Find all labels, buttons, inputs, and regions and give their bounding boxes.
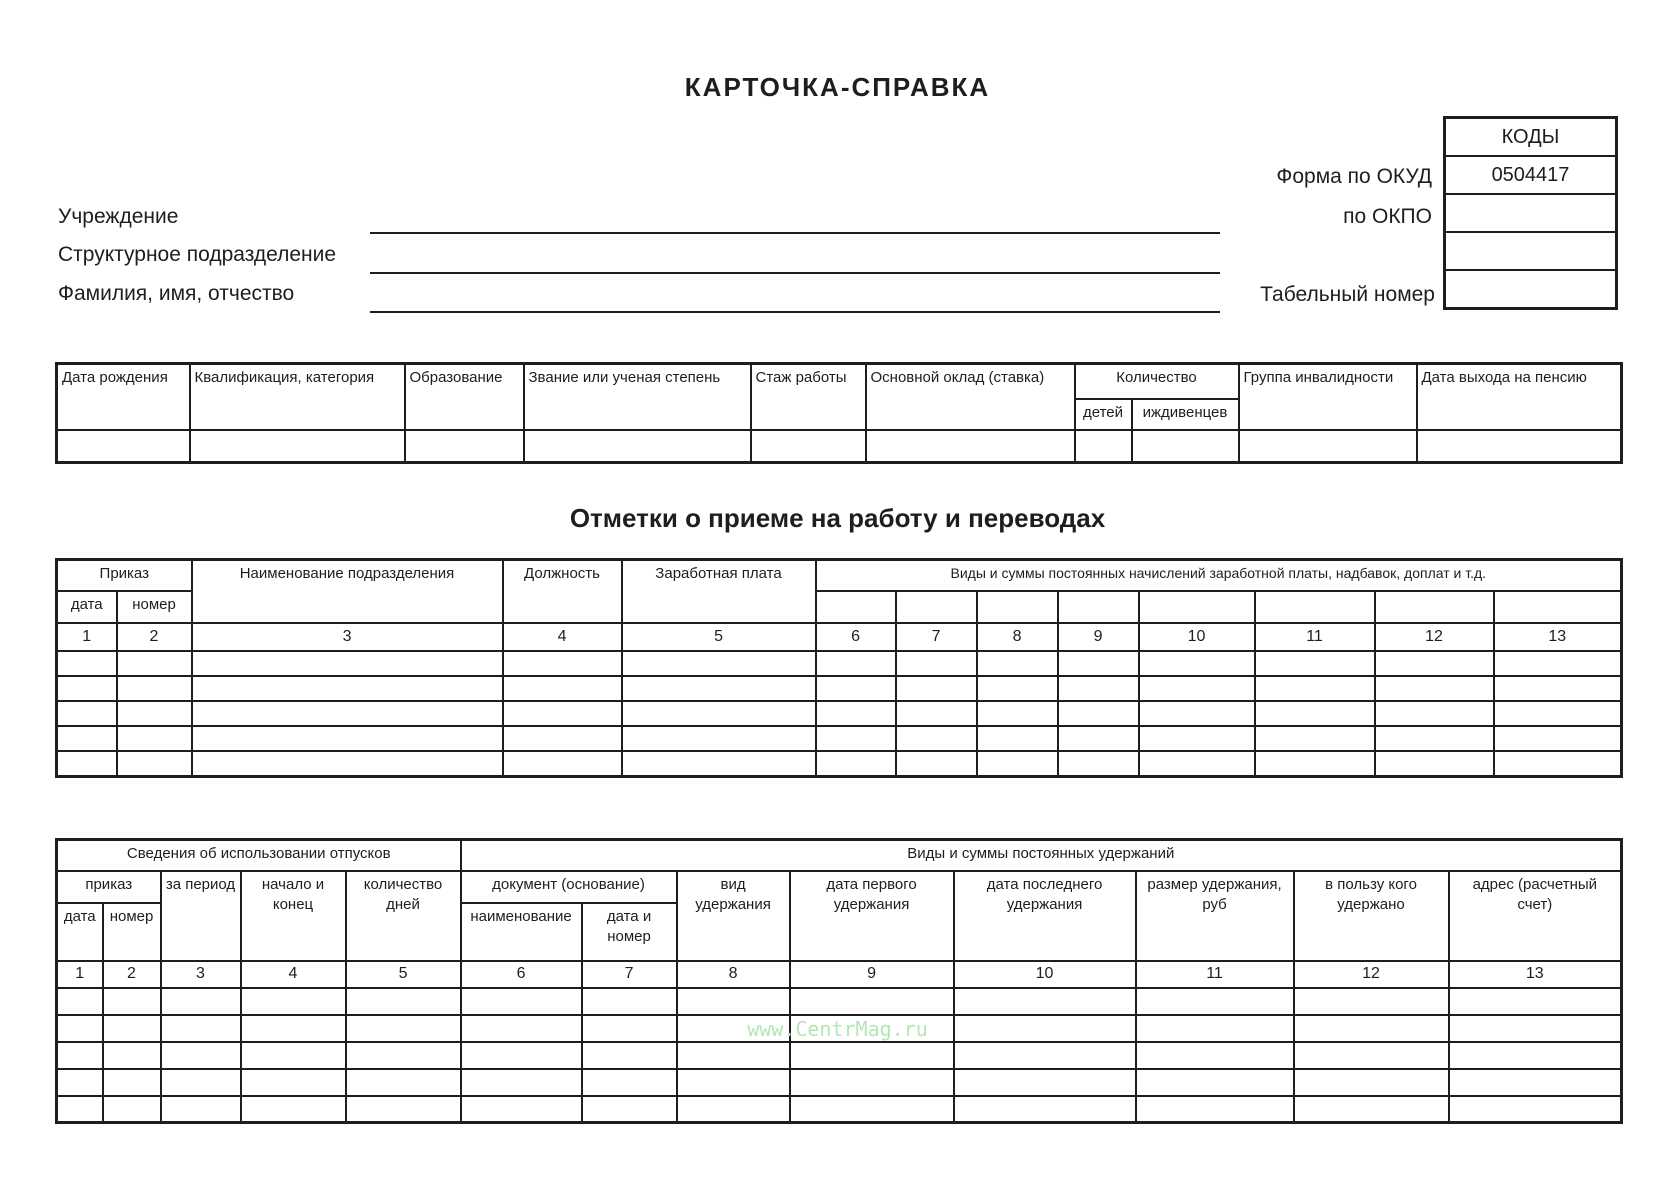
fullname-line — [370, 311, 1220, 313]
table-row — [57, 726, 1622, 751]
form-title: КАРТОЧКА-СПРАВКА — [684, 72, 991, 102]
dependents-header: иждивенцев — [1132, 399, 1239, 430]
qualification-header: Квалификация, категория — [190, 364, 405, 430]
document-header: документ (основание) — [461, 871, 677, 903]
column-numbers-row — [57, 961, 1622, 988]
transfers-section-title: Отметки о приеме на работу и переводах — [569, 503, 1106, 533]
table-row — [57, 676, 1622, 701]
table-row — [57, 651, 1622, 676]
watermark: www.CentrMag.ru — [747, 1017, 928, 1041]
tab-number-value — [1445, 270, 1617, 309]
transfers-table — [55, 558, 1623, 778]
column-number: 7 — [582, 961, 677, 988]
table-row — [57, 1096, 1622, 1123]
column-number: 2 — [117, 623, 192, 651]
column-number: 10 — [954, 961, 1136, 988]
column-number: 7 — [896, 623, 977, 651]
beneficiary-header: в пользу кого удержано — [1294, 871, 1449, 961]
experience-header: Стаж работы — [751, 364, 866, 430]
order-date-header: дата — [57, 591, 117, 623]
retirement-date-header: Дата выхода на пенсию — [1417, 364, 1622, 430]
children-header: детей — [1075, 399, 1132, 430]
department-header: Наименование подразделения — [192, 560, 503, 623]
leave-order-header: приказ — [57, 871, 161, 903]
okud-label: Форма по ОКУД — [1276, 165, 1432, 188]
column-number: 11 — [1136, 961, 1294, 988]
okpo-value — [1445, 194, 1617, 232]
subdivision-line — [370, 272, 1220, 274]
column-number: 13 — [1449, 961, 1622, 988]
column-number: 1 — [57, 623, 117, 651]
institution-label: Учреждение — [58, 205, 179, 228]
table-row — [57, 701, 1622, 726]
base-salary-header: Основной оклад (ставка) — [866, 364, 1075, 430]
subdivision-label: Структурное подразделение — [58, 243, 337, 266]
column-number: 4 — [503, 623, 622, 651]
days-header: количество дней — [346, 871, 461, 961]
tab-number-label: Табельный номер — [1260, 283, 1435, 306]
okud-value: 0504417 — [1445, 156, 1617, 194]
codes-box — [1443, 116, 1618, 310]
address-header: адрес (расчетный счет) — [1449, 871, 1622, 961]
fullname-label: Фамилия, имя, отчество — [58, 282, 295, 305]
column-number: 2 — [103, 961, 161, 988]
document-date-number-header: дата и номер — [582, 903, 677, 961]
leave-order-date-header: дата — [57, 903, 103, 961]
quantity-header: Количество — [1075, 364, 1239, 399]
column-number: 3 — [161, 961, 241, 988]
table-row — [57, 1042, 1622, 1069]
column-number: 9 — [790, 961, 954, 988]
period-header: за период — [161, 871, 241, 961]
position-header: Должность — [503, 560, 622, 623]
deductions-header: Виды и суммы постоянных удержаний — [461, 840, 1622, 871]
column-number: 12 — [1375, 623, 1494, 651]
column-number: 3 — [192, 623, 503, 651]
column-number: 10 — [1139, 623, 1255, 651]
column-numbers-row — [57, 623, 1622, 651]
degree-header: Звание или ученая степень — [524, 364, 751, 430]
table-row — [57, 988, 1622, 1015]
column-number: 12 — [1294, 961, 1449, 988]
column-number: 13 — [1494, 623, 1622, 651]
vacations-header: Сведения об использовании отпусков — [57, 840, 461, 871]
order-header: Приказ — [57, 560, 192, 591]
personal-info-row — [57, 430, 1622, 463]
leave-order-number-header: номер — [103, 903, 161, 961]
column-number: 11 — [1255, 623, 1375, 651]
column-number: 6 — [461, 961, 582, 988]
table-row — [57, 1069, 1622, 1096]
accruals-header: Виды и суммы постоянных начислений заработной платы, надбавок, доплат и т.д. — [816, 560, 1622, 591]
okpo-label: по ОКПО — [1343, 205, 1432, 228]
start-end-header: начало и конец — [241, 871, 346, 961]
salary-header: Заработная плата — [622, 560, 816, 623]
column-number: 5 — [346, 961, 461, 988]
codes-title: КОДЫ — [1445, 118, 1617, 157]
column-number: 8 — [677, 961, 790, 988]
document-name-header: наименование — [461, 903, 582, 961]
order-number-header: номер — [117, 591, 192, 623]
blank-code-value — [1445, 232, 1617, 270]
table-row — [57, 751, 1622, 777]
column-number: 4 — [241, 961, 346, 988]
deduction-amount-header: размер удержания, руб — [1136, 871, 1294, 961]
column-number: 5 — [622, 623, 816, 651]
personal-info-table — [55, 362, 1623, 464]
birth-date-header: Дата рождения — [57, 364, 190, 430]
column-number: 1 — [57, 961, 103, 988]
institution-line — [370, 232, 1220, 234]
column-number: 9 — [1058, 623, 1139, 651]
deduction-kind-header: вид удержания — [677, 871, 790, 961]
first-deduction-date-header: дата первого удержания — [790, 871, 954, 961]
last-deduction-date-header: дата последнего удержания — [954, 871, 1136, 961]
education-header: Образование — [405, 364, 524, 430]
leave-deductions-table — [55, 838, 1623, 1124]
column-number: 6 — [816, 623, 896, 651]
column-number: 8 — [977, 623, 1058, 651]
disability-group-header: Группа инвалидности — [1239, 364, 1417, 430]
